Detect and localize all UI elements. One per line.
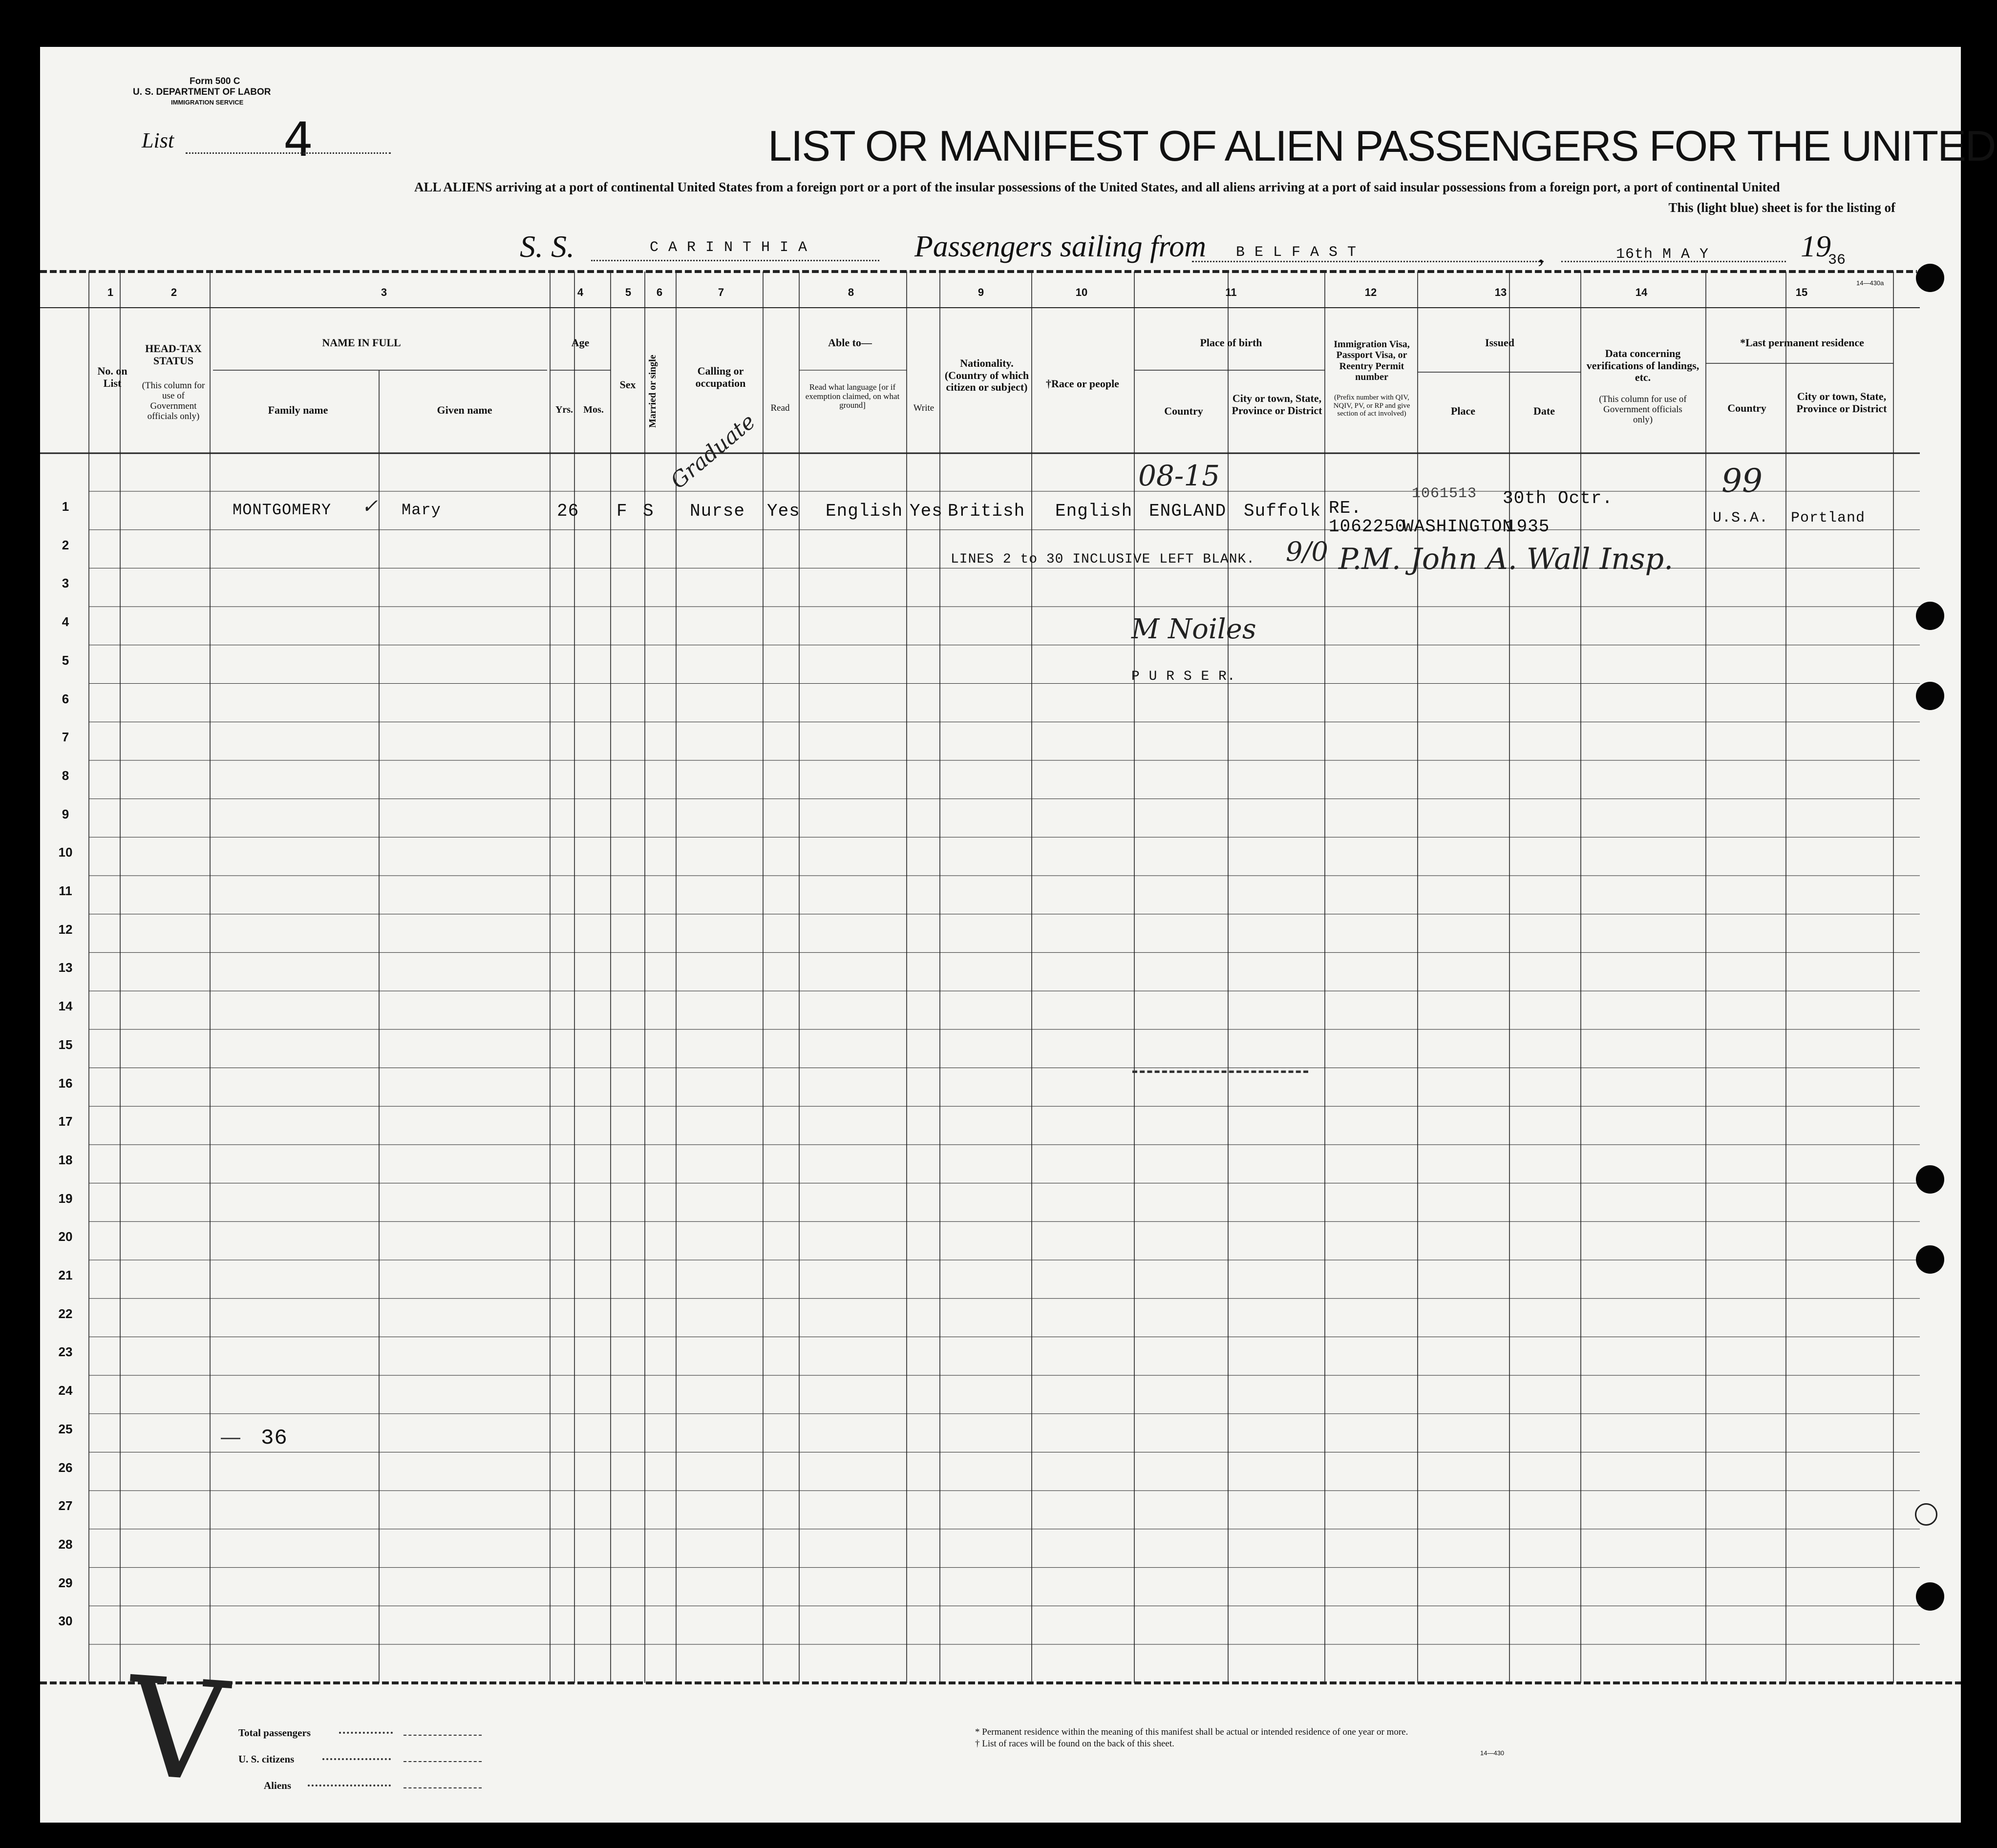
binder-hole xyxy=(1916,1245,1944,1274)
sailing-date: 16th M A Y xyxy=(1616,246,1709,263)
passenger-write: Yes xyxy=(910,501,943,521)
column-number: 6 xyxy=(656,286,663,298)
passenger-visa-number: 1062250 xyxy=(1329,517,1406,537)
form-code-top: 14—430a xyxy=(1856,279,1884,287)
row-number: 2 xyxy=(62,537,69,552)
check-mark: ✓ xyxy=(361,495,378,518)
header-birth-city: City or town, State, Province or District xyxy=(1232,392,1322,417)
passenger-visa-prefix: RE. xyxy=(1329,498,1362,518)
row-number: 18 xyxy=(58,1152,73,1167)
binder-hole xyxy=(1916,264,1944,292)
form-number: Form 500 C xyxy=(190,76,240,86)
row-number: 21 xyxy=(58,1268,73,1282)
port-line xyxy=(1192,261,1544,262)
binder-hole xyxy=(1916,1165,1944,1194)
port-name: B E L F A S T xyxy=(1236,244,1357,261)
us-line xyxy=(404,1761,482,1762)
header-place-of-birth: Place of birth xyxy=(1200,336,1262,349)
ship-line xyxy=(591,260,879,261)
list-label: List xyxy=(142,128,174,152)
header-yrs: Yrs. xyxy=(555,404,574,415)
official-signature: P.M. John A. Wall Insp. xyxy=(1338,542,1674,576)
passenger-residence-city: Portland xyxy=(1791,510,1866,526)
list-number: 4 xyxy=(283,112,314,167)
tally-dash xyxy=(221,1438,240,1439)
header-residence-city: City or town, State, Province or District xyxy=(1796,390,1887,415)
aliens-dots xyxy=(308,1785,391,1786)
header-head-tax: HEAD-TAX STATUS xyxy=(145,342,202,367)
total-dots xyxy=(339,1732,393,1734)
header-residence-country: Country xyxy=(1727,402,1766,414)
list-dotted-line xyxy=(186,152,391,154)
header-visa: Immigration Visa, Passport Visa, or Reentry Permit number xyxy=(1334,339,1410,383)
row-number: 4 xyxy=(62,614,69,630)
passenger-occupation: Nurse xyxy=(690,501,745,521)
header-married: Married or single xyxy=(647,355,658,428)
header-birth-country: Country xyxy=(1164,405,1203,417)
service-label: IMMIGRATION SERVICE xyxy=(171,99,244,106)
aliens-line xyxy=(404,1787,482,1788)
column-number: 13 xyxy=(1494,286,1507,298)
passenger-race: English xyxy=(1055,501,1133,521)
total-line xyxy=(404,1735,482,1736)
header-age: Age xyxy=(571,336,590,349)
row-number: 6 xyxy=(62,691,69,706)
total-passengers-label: Total passengers xyxy=(238,1727,311,1739)
row-number: 20 xyxy=(58,1229,73,1244)
passenger-nationality: British xyxy=(948,501,1025,521)
row-number: 10 xyxy=(58,845,73,860)
passenger-read: Yes xyxy=(767,501,800,521)
header-no-on-list: No. on List xyxy=(97,365,127,389)
footnote-races: † List of races will be found on the back of this sheet. xyxy=(975,1739,1174,1749)
header-data-note: (This column for use of Government officials only) xyxy=(1599,394,1687,425)
row-number: 30 xyxy=(58,1614,73,1629)
row-number: 28 xyxy=(58,1536,73,1552)
instructions-line-1: ALL ALIENS arriving at a port of continental United States from a foreign port or a port of the insular possessions of the United States, and all aliens arriving at a port of said insular possessions from a foreign port, a port of continental United xyxy=(414,180,1780,194)
binder-hole xyxy=(1916,1582,1944,1611)
header-family-name: Family name xyxy=(268,404,328,416)
residence-annotation: 99 xyxy=(1721,462,1763,500)
row-number: 9 xyxy=(62,806,69,821)
passenger-visa-alt-number: 1061513 xyxy=(1412,485,1477,502)
passenger-birth-country: ENGLAND xyxy=(1149,501,1227,521)
header-head-tax-note: (This column for use of Government officials only) xyxy=(142,380,205,421)
row-number: 11 xyxy=(59,883,72,898)
header-given-name: Given name xyxy=(437,404,492,416)
footnote-residence: * Permanent residence within the meaning of this manifest shall be actual or intended residence of one year or more. xyxy=(975,1727,1408,1737)
passenger-issued-place: WASHINGTON xyxy=(1403,517,1514,537)
binder-hole-ring xyxy=(1915,1503,1937,1526)
column-number: 4 xyxy=(577,286,584,298)
passenger-marital: S xyxy=(643,501,654,521)
passenger-family-name: MONTGOMERY xyxy=(233,501,332,519)
form-code-bottom: 14—430 xyxy=(1480,1749,1505,1757)
row-number: 27 xyxy=(58,1498,73,1513)
row-number: 24 xyxy=(58,1383,73,1398)
row-number: 22 xyxy=(58,1306,73,1321)
header-issued: Issued xyxy=(1485,336,1514,349)
row-number: 16 xyxy=(58,1075,73,1091)
passenger-age: 26 xyxy=(557,501,579,521)
passenger-issued-year: 1935 xyxy=(1506,517,1550,537)
instructions-line-2: This (light blue) sheet is for the listing of xyxy=(1668,200,1895,215)
tally-number: 36 xyxy=(261,1426,288,1450)
header-name-in-full: NAME IN FULL xyxy=(322,336,401,349)
date-line xyxy=(1561,261,1786,262)
header-issued-place: Place xyxy=(1450,405,1476,417)
column-number: 7 xyxy=(718,286,724,298)
binder-hole xyxy=(1916,602,1944,630)
header-data-concerning: Data concerning verifications of landings, etc. xyxy=(1586,347,1700,384)
passenger-issued-date: 30th Octr. xyxy=(1503,488,1614,508)
header-last-residence: *Last permanent residence xyxy=(1740,336,1864,349)
passenger-residence-country: U.S.A. xyxy=(1713,510,1769,526)
row-number: 14 xyxy=(58,999,73,1014)
birth-annotation: 08-15 xyxy=(1138,459,1220,492)
official-note: 9/0 xyxy=(1286,536,1328,567)
aliens-label: Aliens xyxy=(264,1780,292,1791)
passenger-sex: F xyxy=(616,501,628,521)
margin-mark: V xyxy=(122,1647,233,1813)
purser-label: P U R S E R. xyxy=(1131,669,1236,684)
scribble-line xyxy=(1132,1071,1308,1073)
page-title: LIST OR MANIFEST OF ALIEN PASSENGERS FOR THE UNITED xyxy=(768,122,1996,170)
header-write: Write xyxy=(913,403,935,413)
column-number: 15 xyxy=(1795,286,1808,298)
blank-lines-note: LINES 2 to 30 INCLUSIVE LEFT BLANK. xyxy=(951,552,1255,567)
header-race: †Race or people xyxy=(1046,378,1119,390)
year-prefix: 19 xyxy=(1801,230,1831,263)
column-number: 5 xyxy=(625,286,632,298)
row-number: 8 xyxy=(62,768,69,783)
row-number: 3 xyxy=(62,576,69,591)
us-citizens-label: U. S. citizens xyxy=(238,1753,295,1765)
column-number: 11 xyxy=(1225,286,1237,298)
passenger-birth-city: Suffolk xyxy=(1244,501,1321,521)
year-suffix: 36 xyxy=(1828,252,1846,269)
column-number: 12 xyxy=(1364,286,1377,298)
header-visa-note: (Prefix number with QIV, NQIV, PV, or RP and give section of act involved) xyxy=(1333,394,1410,418)
header-sex: Sex xyxy=(619,378,636,391)
column-number: 2 xyxy=(170,286,177,298)
row-number: 12 xyxy=(58,922,73,937)
row-number: 23 xyxy=(58,1344,73,1360)
header-read: Read xyxy=(770,403,790,413)
row-number: 5 xyxy=(62,652,69,668)
row-number: 26 xyxy=(58,1460,73,1475)
department-label: U. S. DEPARTMENT OF LABOR xyxy=(133,87,271,97)
header-issued-date: Date xyxy=(1533,405,1555,417)
passenger-given-name: Mary xyxy=(402,501,441,519)
row-number: 1 xyxy=(62,499,69,514)
purser-signature: M Noiles xyxy=(1131,613,1256,645)
column-number: 1 xyxy=(107,286,114,298)
passenger-language: English xyxy=(826,501,903,521)
comma: , xyxy=(1538,239,1545,268)
header-read-language: Read what language [or if exemption claimed, on what ground] xyxy=(805,382,900,410)
header-nationality: Nationality. (Country of which citizen or subject) xyxy=(944,357,1029,394)
sailing-label: Passengers sailing from xyxy=(914,230,1207,263)
binder-hole xyxy=(1916,682,1944,710)
row-number: 25 xyxy=(58,1421,73,1436)
column-number: 8 xyxy=(848,286,854,298)
row-number: 7 xyxy=(62,730,69,745)
occupation-annotation: Graduate xyxy=(666,409,761,494)
us-dots xyxy=(322,1758,391,1760)
header-able-to: Able to— xyxy=(828,336,872,349)
ss-label: S. S. xyxy=(520,229,574,264)
header-mos: Mos. xyxy=(583,404,604,415)
row-number: 15 xyxy=(58,1037,73,1052)
row-number: 13 xyxy=(58,960,73,975)
column-number: 14 xyxy=(1635,286,1648,298)
row-number: 29 xyxy=(58,1575,73,1590)
column-number: 9 xyxy=(977,286,984,298)
row-number: 19 xyxy=(58,1191,73,1206)
row-number: 17 xyxy=(58,1114,73,1129)
header-calling: Calling or occupation xyxy=(695,365,746,389)
column-number: 3 xyxy=(381,286,387,298)
column-number: 10 xyxy=(1075,286,1088,298)
ship-name: C A R I N T H I A xyxy=(650,239,808,256)
